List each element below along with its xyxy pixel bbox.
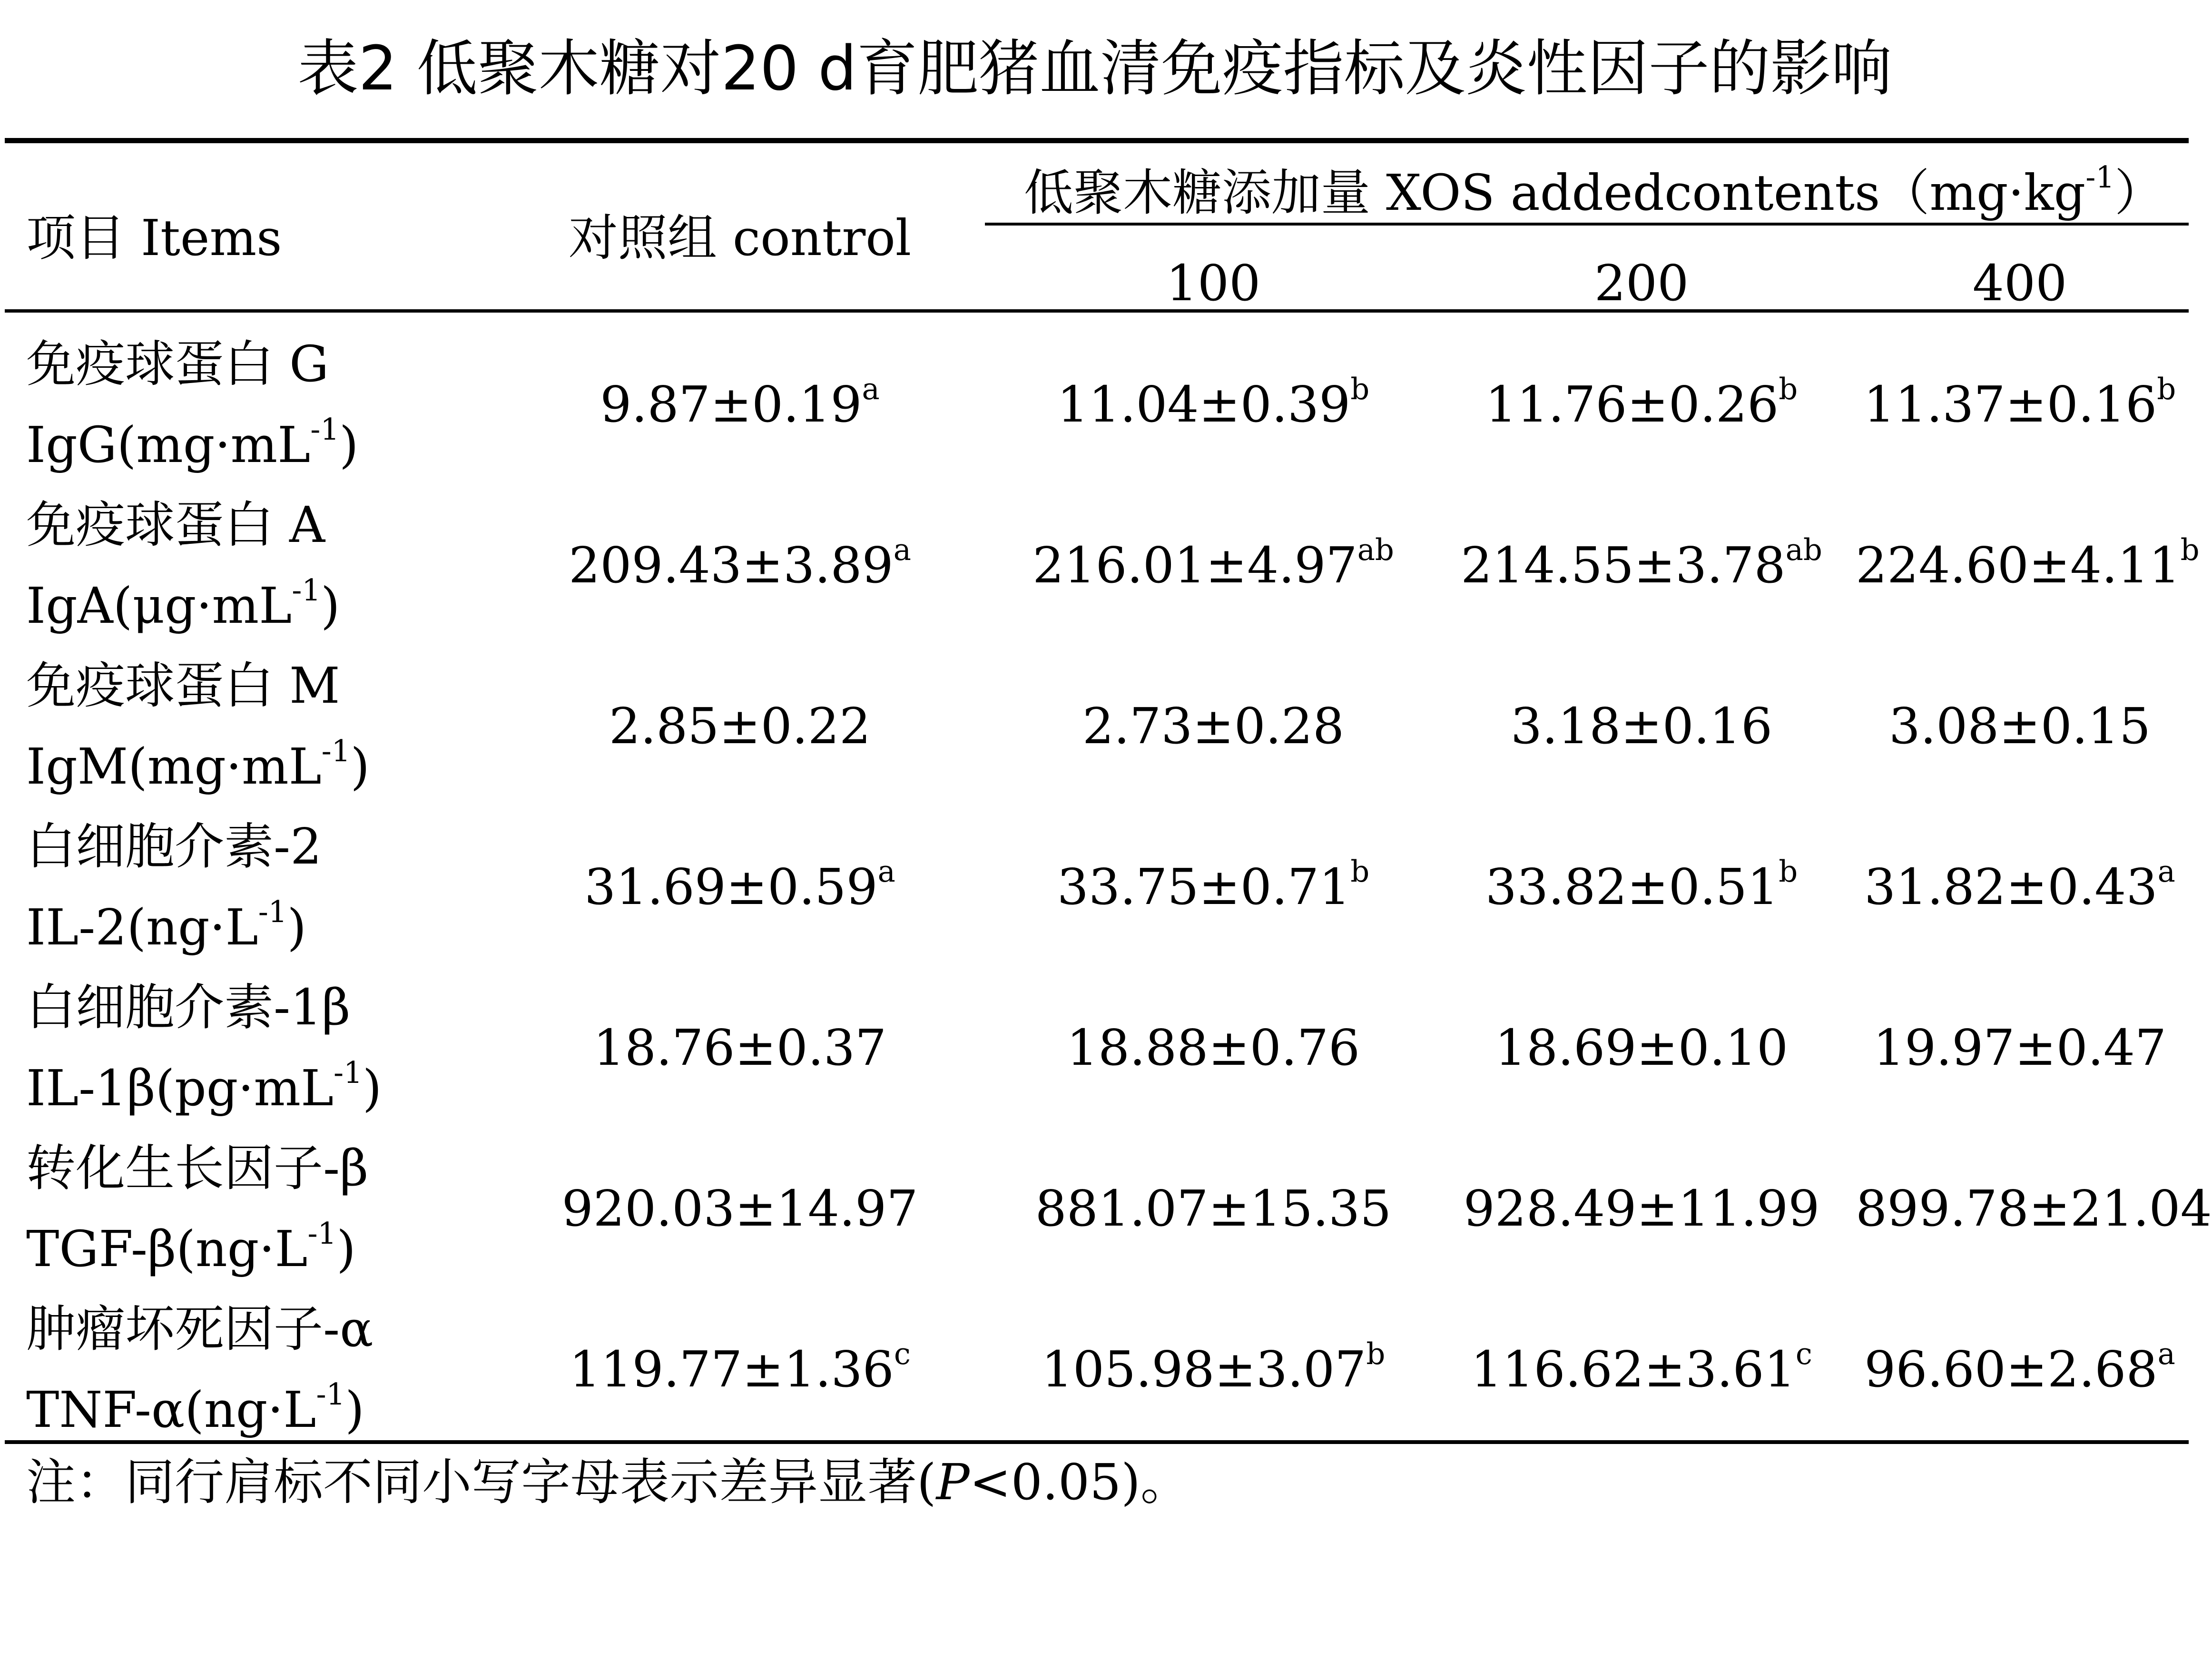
table-cell: 3.08±0.15: [1888, 697, 2151, 755]
table-cell: 2.73±0.28: [1082, 697, 1345, 755]
row-label-en: $IgM(mg\cdot mL^{-1})$: [26, 734, 370, 796]
header-dose-100: 100: [1166, 254, 1261, 312]
table-cell: 19.97±0.47: [1873, 1019, 2167, 1077]
row-label-en: $IL-2(ng\cdot L^{-1})$: [26, 894, 307, 956]
bottom-rule: [5, 1440, 2189, 1444]
header-control: 对照组 control: [568, 209, 912, 267]
row-label-en: TGF-$\beta(ng\cdot L^{-1})$: [26, 1216, 356, 1278]
table-cell: 33.82±0.51$^b$: [1485, 854, 1798, 916]
row-label-cn: 转化生长因子-β: [26, 1139, 369, 1197]
header-dose-400: 400: [1972, 254, 2067, 312]
table-cell: 31.82±0.43$^a$: [1864, 854, 2175, 916]
table-cell: 96.60±2.68$^a$: [1864, 1336, 2175, 1398]
table-cell: 18.88±0.76: [1066, 1019, 1360, 1077]
row-label-en: TNF-$\alpha(ng\cdot L^{-1})$: [26, 1377, 364, 1439]
table-cell: 214.55±3.78$^{ab}$: [1461, 532, 1822, 594]
table-cell: 119.77±1.36$^c$: [569, 1336, 911, 1398]
row-label-cn: 免疫球蛋白 G: [26, 335, 329, 393]
table-cell: 209.43±3.89$^a$: [569, 532, 911, 594]
table-cell: 11.76±0.26$^b$: [1485, 372, 1798, 433]
table-cell: 3.18±0.16: [1510, 697, 1773, 755]
table-cell: 33.75±0.71$^b$: [1057, 854, 1370, 916]
table-cell: 31.69±0.59$^a$: [584, 854, 895, 916]
row-label-cn: 白细胞介素-1β: [26, 978, 351, 1036]
table-cell: 18.69±0.10: [1494, 1019, 1789, 1077]
table-cell: 9.87±0.19$^a$: [600, 372, 880, 433]
table-cell: 899.78±21.04: [1856, 1179, 2212, 1238]
table-cell: 881.07±15.35: [1035, 1179, 1392, 1238]
header-dose-200: 200: [1594, 254, 1689, 312]
table-cell: 928.49±11.99: [1463, 1179, 1820, 1238]
table-cell: 216.01±4.97$^{ab}$: [1032, 532, 1394, 594]
table-cell: 2.85±0.22: [609, 697, 871, 755]
row-label-en: $IgG(mg\cdot mL^{-1})$: [26, 412, 359, 474]
table-cell: 11.04±0.39$^b$: [1057, 372, 1370, 433]
table-cell: 920.03±14.97: [561, 1179, 918, 1238]
row-label-cn: 肿瘤坏死因子-α: [26, 1300, 374, 1358]
table-cell: 18.76±0.37: [593, 1019, 887, 1077]
header-items: 项目 Items: [26, 209, 282, 267]
row-label-cn: 白细胞介素-2: [26, 817, 322, 875]
table-note: 注：同行肩标不同小写字母表示差异显著(P<0.05)。: [26, 1453, 1190, 1511]
row-label-en: $IL-1\beta(pg\cdot mL^{-1})$: [26, 1055, 382, 1117]
table-cell: 11.37±0.16$^b$: [1863, 372, 2176, 433]
header-xos-group: 低聚木糖添加量 XOS $addedcontents(mg\cdot kg^{-1})$: [1023, 160, 2164, 222]
table-title: 表2 低聚木糖对20 d育肥猪血清免疫指标及炎性因子的影响: [297, 33, 1892, 104]
row-label-cn: 免疫球蛋白 A: [26, 496, 325, 554]
table-cell: 105.98±3.07$^b$: [1041, 1336, 1386, 1398]
row-label-cn: 免疫球蛋白 M: [26, 657, 340, 715]
table-cell: 224.60±4.11$^b$: [1856, 532, 2200, 594]
row-label-en: $IgA(\mu g\cdot mL^{-1})$: [26, 573, 340, 635]
table-cell: 116.62±3.61$^c$: [1471, 1336, 1812, 1398]
top-rule: [5, 138, 2189, 143]
